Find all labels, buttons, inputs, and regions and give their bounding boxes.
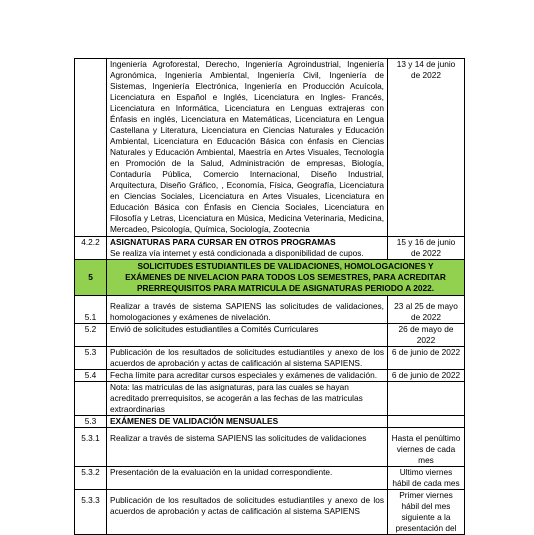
- table-row: [75, 381, 465, 415]
- row-text: Publicación de los resultados de solicitudes estudiantiles y anexo de los acuerdos de aprobación y actas de calificación al sistema SAPIENS.: [107, 346, 388, 369]
- table-row: [75, 467, 465, 490]
- row-text: Fecha límite para acreditar cursos especiales y exámenes de validación.: [107, 369, 388, 381]
- section-header-row: [75, 259, 465, 295]
- table-row: [75, 490, 465, 535]
- table-row: [75, 295, 465, 323]
- row-number: 5.3: [75, 346, 107, 369]
- row-text: Realizar a través de sistema SAPIENS las solicitudes de validaciones, homologaciones y exámenes de nivelación.: [107, 295, 388, 323]
- row-date: 6 de junio de 2022: [388, 369, 465, 381]
- row-text: Envió de solicitudes estudiantiles a Comités Curriculares: [107, 323, 388, 346]
- row-date: [388, 381, 465, 415]
- row-text: Publicación de los resultados de solicitudes estudiantiles y anexo de los acuerdos de aprobación y actas de calificación al sistema SAPIENS: [107, 490, 388, 535]
- row-date: [388, 415, 465, 427]
- section-title: SOLICITUDES ESTUDIANTILES DE VALIDACIONES, HOMOLOGACIONES Y EXÁMENES DE NIVELACION PARA TODOS LOS SEMESTRES, PARA ACREDITAR PRERREQUISITOS PARA MATRICULA DE ASIGNATURAS PERIODO A 2022.: [107, 259, 465, 295]
- row-number: 5.1: [75, 295, 107, 323]
- program-list: Ingeniería Agroforestal, Derecho, Ingeniería Agroindustrial, Ingeniería Agronómica, Ingeniería Ambiental, Ingeniería Civil, Ingeniería de Sistemas, Ingeniería Electrónica, Ingeniería en Producción Acuícola, Licenciatura en Español e Inglés, Licenciatura en Ingles- Francés, Licenciatura en Informática, Licenciatura en Lenguas extrajeras con Énfasis en inglés, Licenciatura en Matemáticas, Licenciatura en Lengua Castellana y Literatura, Licenciatura en Ciencias Naturales y Educación Ambiental, Licenciatura en Educación Básica con énfasis en Ciencias Naturales y Educación Ambiental, Maestría en Artes Visuales, Tecnología en Promoción de la Salud, Administración de empresas, Biología, Contaduría Pública, Comercio Internacional, Diseño Industrial, Arquitectura, Diseño Gráfico, , Economía, Física, Geografía, Licenciatura en Ciencias Sociales, Licenciatura en Artes Visuales, Licenciatura en Educación Básica con Énfasis en Ciencia Sociales, Licenciatura en Filosofía y Letras, Licenciatura en Música, Medicina Veterinaria, Medicina, Mercadeo, Psicología, Química, Sociología, Zootecnia: [107, 59, 388, 237]
- row-date: Primer viernes hábil del mes siguiente a la presentación del: [388, 490, 465, 535]
- note-text: Nota: las matriculas de las asignaturas, para las cuales se hayan acreditado prerrequisitos, se acogerán a las fechas de las matriculas extraordinarias: [107, 381, 388, 415]
- row-number: 5.2: [75, 323, 107, 346]
- row-date: Hasta el penúltimo viernes de cada mes: [388, 428, 465, 467]
- row-number: 5.4: [75, 369, 107, 381]
- row-number: 4.2.2: [75, 236, 107, 259]
- row-description: [107, 236, 388, 259]
- table-row: [75, 236, 465, 259]
- table-row: [75, 346, 465, 369]
- row-title: ASIGNATURAS PARA CURSAR EN OTROS PROGRAMAS: [110, 236, 336, 247]
- row-date: 13 y 14 de junio de 2022: [388, 59, 465, 237]
- row-number: [75, 381, 107, 415]
- subsection-title: EXÁMENES DE VALIDACIÓN MENSUALES: [107, 415, 388, 427]
- row-number: 5.3: [75, 415, 107, 427]
- schedule-table: [74, 58, 465, 535]
- row-date: 26 de mayo de 2022: [388, 323, 465, 346]
- table-row: [75, 369, 465, 381]
- row-text: Realizar a través de sistema SAPIENS las solicitudes de validaciones: [107, 428, 388, 467]
- row-date: Ultimo viernes hábil de cada mes: [388, 467, 465, 490]
- row-text: Se realiza vía internet y está condicionada a disponibilidad de cupos.: [110, 247, 364, 258]
- row-number: 5.3.3: [75, 490, 107, 535]
- table-row: [75, 59, 465, 237]
- row-date: 6 de junio de 2022: [388, 346, 465, 369]
- table-row: [75, 415, 465, 427]
- row-date: 23 al 25 de mayo de 2022: [388, 295, 465, 323]
- row-number: 5.3.1: [75, 428, 107, 467]
- section-number: 5: [75, 259, 107, 295]
- row-number: [75, 59, 107, 237]
- row-date: 15 y 16 de junio de 2022: [388, 236, 465, 259]
- row-text: Presentación de la evaluación en la unidad correspondiente.: [107, 467, 388, 490]
- table-row: [75, 428, 465, 467]
- table-row: [75, 323, 465, 346]
- row-number: 5.3.2: [75, 467, 107, 490]
